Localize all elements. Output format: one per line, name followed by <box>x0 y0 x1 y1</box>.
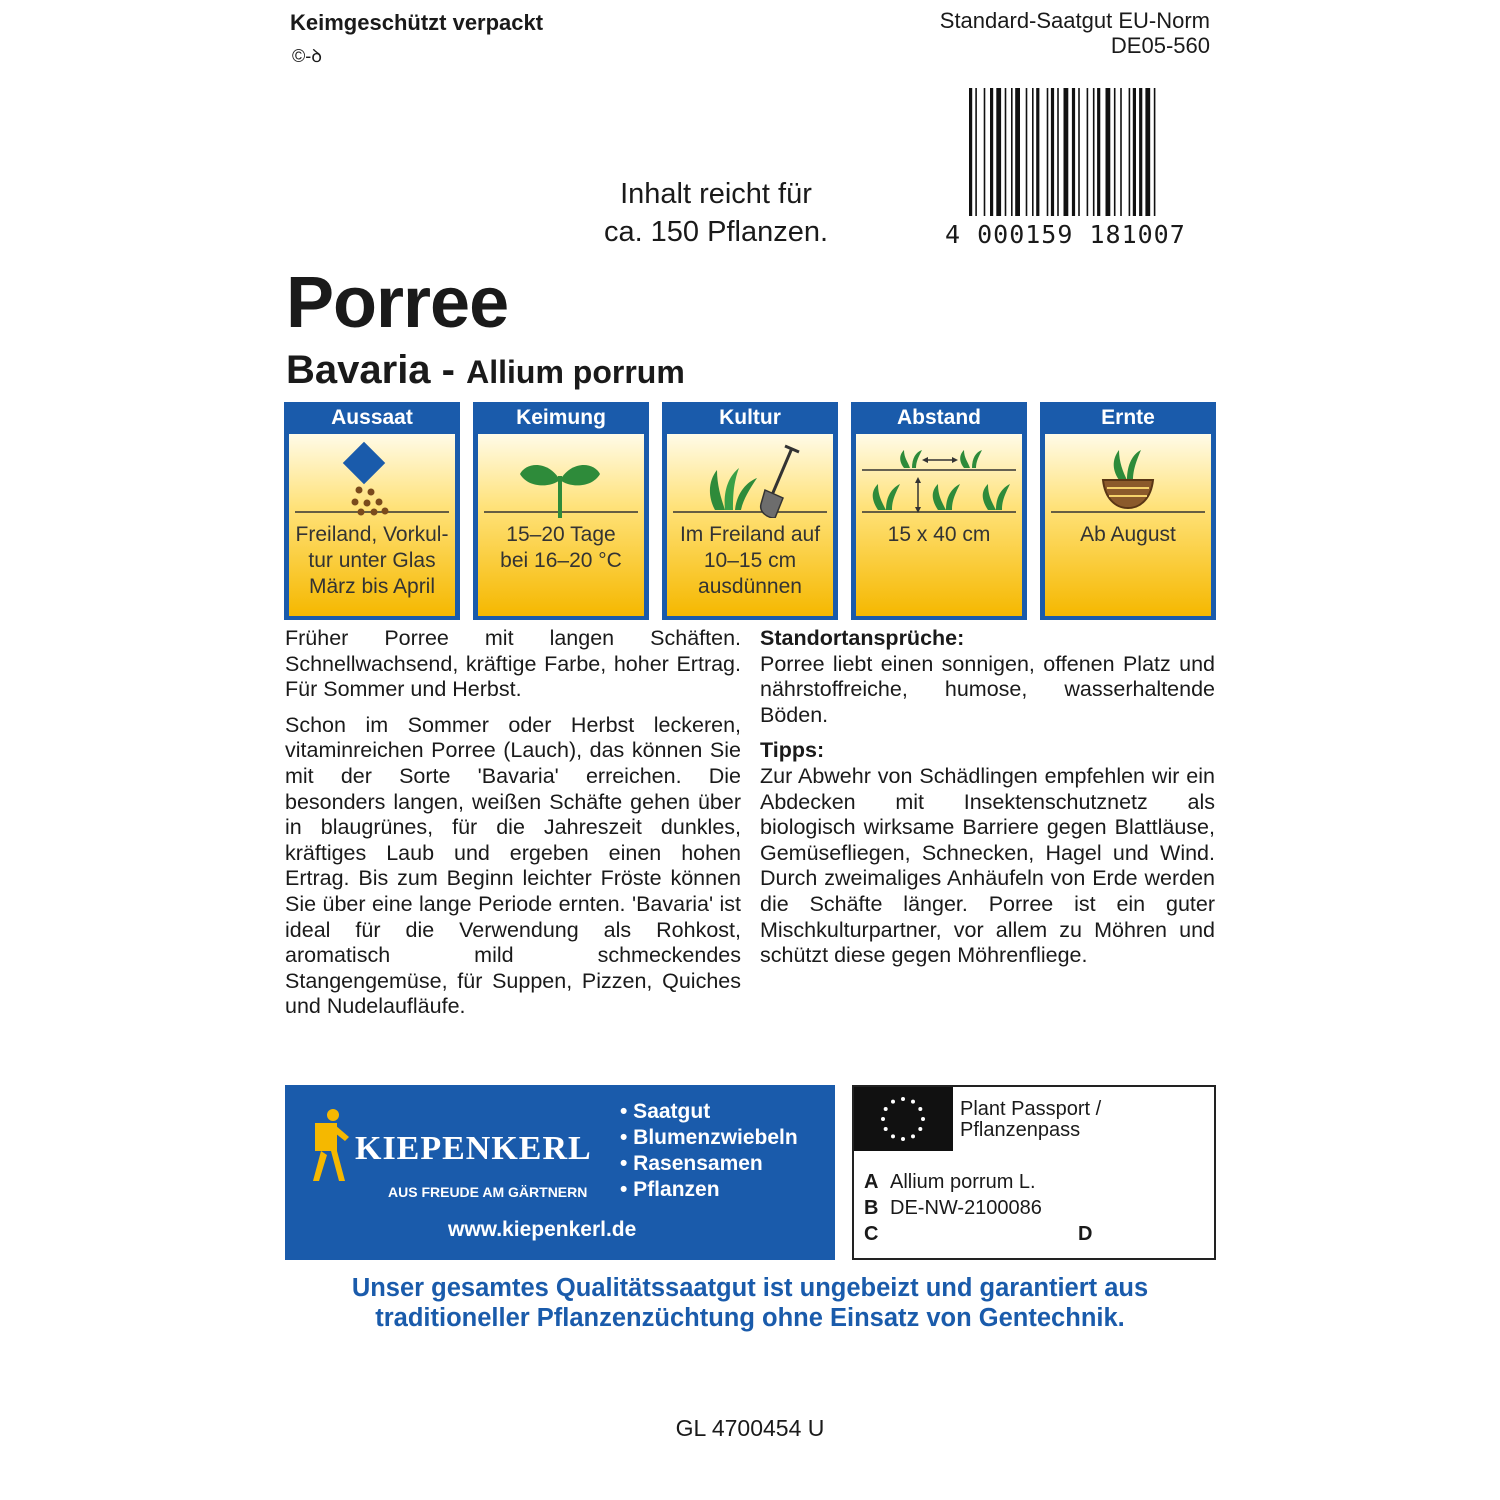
standard-info <box>940 8 1210 58</box>
label-a: A <box>864 1171 879 1193</box>
brand-products <box>620 1099 798 1203</box>
latin-name: Allium porrum <box>466 354 685 390</box>
tips-text: Zur Abwehr von Schädlingen empfehlen wir ein Abdecken mit Insektenschutznetz als biologisch wirksame Barriere gegen Blattläuse, Gemüsefliegen, Schnecken, Hagel und Wind. Durch zweimaliges Anhäufeln von Erde werden die Schäfte länger. Porree ist ein guter Mischkulturpartner, vor allem zu Möhren und schützt diese gegen Möhrenfliege. <box>760 763 1215 968</box>
tips-heading: Tipps: <box>760 738 825 763</box>
advice-column <box>760 626 1215 979</box>
passport-line-c <box>864 1223 890 1246</box>
location-text: Porree liebt einen sonnigen, offenen Platz und nährstoffreiche, humose, wasserhaltende Böden. <box>760 651 1215 727</box>
product-subtitle <box>286 348 685 393</box>
content-amount <box>560 175 872 251</box>
icon-title: Keimung <box>516 406 606 429</box>
kiepenkerl-figure-icon <box>307 1107 357 1185</box>
legal-symbols: ©-ꝺ <box>292 46 323 66</box>
packaging-note: Keimgeschützt verpackt <box>290 10 544 35</box>
barcode-digits: 4 000159 181007 <box>945 220 1186 249</box>
gl-code: GL 4700454 U <box>675 1415 825 1441</box>
variety-name: Bavaria <box>286 348 431 392</box>
description-column <box>285 626 741 1030</box>
list-item: • Blumenzwiebeln <box>620 1126 798 1149</box>
passport-title <box>960 1099 1101 1141</box>
brand-slogan: AUS FREUDE AM GÄRTNERN <box>388 1184 588 1200</box>
brand-name: KIEPENKERL <box>355 1130 592 1167</box>
content-line-2: ca. 150 Pflanzen. <box>603 216 829 248</box>
icon-box-keimung <box>473 402 649 620</box>
icon-text: Im Freiland auf 10–15 cm ausdünnen <box>679 523 821 598</box>
content-line-1: Inhalt reicht für <box>620 178 812 210</box>
spacing-icon <box>856 440 1022 518</box>
icon-box-kultur <box>662 402 838 620</box>
list-item: • Saatgut <box>620 1100 711 1123</box>
passport-line-a <box>864 1171 1036 1194</box>
icon-title: Aussaat <box>331 406 413 429</box>
quality-note-line-2: traditioneller Pflanzenzüchtung ohne Einsatz von Gentechnik. <box>375 1304 1125 1332</box>
icon-title: Abstand <box>897 406 981 429</box>
description-intro: Früher Porree mit langen Schäften. Schnellwachsend, kräftige Farbe, hoher Ertrag. Für Sommer und Herbst. <box>285 626 741 702</box>
harvest-basket-icon <box>1045 440 1211 518</box>
location-heading: Standortansprüche: <box>760 626 965 650</box>
passport-line-d <box>1078 1223 1104 1246</box>
cultivation-icons <box>284 402 1216 620</box>
plant-passport <box>852 1085 1216 1260</box>
icon-box-aussaat <box>284 402 460 620</box>
value-b: DE-NW-2100086 <box>890 1197 1042 1219</box>
brand-website-link[interactable]: www.kiepenkerl.de <box>448 1218 637 1241</box>
eu-flag-icon <box>854 1087 953 1151</box>
icon-box-ernte <box>1040 402 1216 620</box>
subtitle-dash: - <box>430 348 467 392</box>
icon-text: 15 x 40 cm <box>887 523 991 546</box>
icon-title: Ernte <box>1101 406 1155 429</box>
product-title: Porree <box>286 263 509 343</box>
icon-title: Kultur <box>719 406 781 429</box>
passport-line-b <box>864 1197 1042 1220</box>
standard-code: DE05-560 <box>1110 33 1210 58</box>
label-c: C <box>864 1223 879 1245</box>
brand-banner <box>285 1085 835 1260</box>
icon-text: 15–20 Tage bei 16–20 °C <box>500 523 622 572</box>
barcode <box>945 86 1215 254</box>
list-item: • Rasensamen <box>620 1152 763 1175</box>
list-item: • Pflanzen <box>620 1178 720 1201</box>
label-d: D <box>1078 1223 1093 1245</box>
seed-packet-icon <box>289 440 455 518</box>
seedling-icon <box>478 440 644 518</box>
quality-note <box>285 1273 1215 1333</box>
standard-label: Standard-Saatgut EU-Norm <box>939 8 1210 33</box>
label-b: B <box>864 1197 879 1219</box>
spade-icon <box>667 440 833 518</box>
description-body: Schon im Sommer oder Herbst leckeren, vitaminreichen Porree (Lauch), das können Sie mit der Sorte 'Bavaria' erreichen. Die besonders langen, weißen Schäfte gehen über in blaugrünes, für die Jahreszeit dunkles, kräftiges Laub und ergeben einen hohen Ertrag. Bis zum Beginn leichter Fröste können Sie über eine lange Periode ernten. 'Bavaria' ist ideal für die Verwendung als Rohkost, aromatisch mild schmeckendes Stangengemüse, für Suppen, Pizzen, Quiches und Nudelaufläufe. <box>285 712 741 1019</box>
icon-box-abstand <box>851 402 1027 620</box>
passport-title-en: Plant Passport / <box>960 1098 1102 1120</box>
passport-title-de: Pflanzenpass <box>960 1119 1081 1141</box>
value-a: Allium porrum L. <box>890 1171 1036 1193</box>
icon-text: Freiland, Vorkul- tur unter Glas März bis April <box>295 523 449 598</box>
icon-text: Ab August <box>1080 523 1176 546</box>
quality-note-line-1: Unser gesamtes Qualitätssaatgut ist ungebeizt und garantiert aus <box>351 1274 1149 1302</box>
